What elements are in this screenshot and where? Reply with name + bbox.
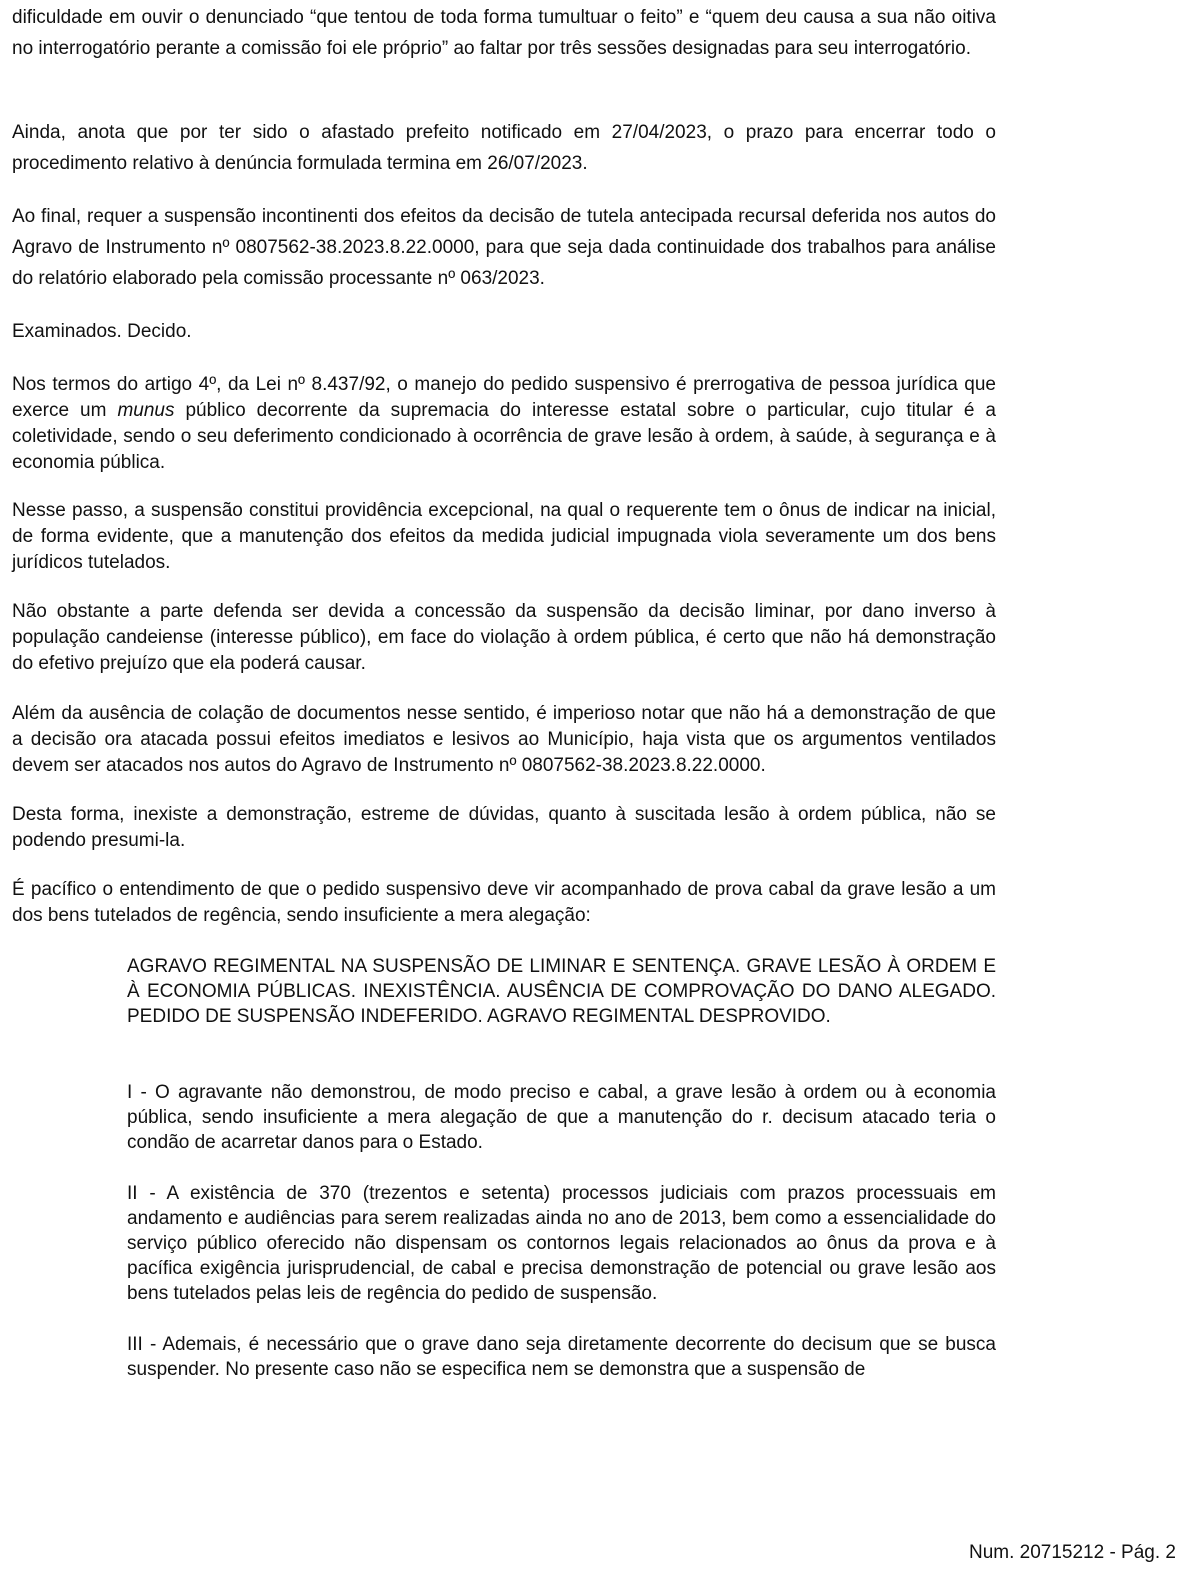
paragraph-lack-of-evidence: Além da ausência de colação de documentos nesse sentido, é imperioso notar que não há a demonstração de que a decisão ora atacada possui efeitos imediatos e lesivos ao Município, haja vista que os argumentos ventilados devem ser atacados nos autos do Agravo de Instrumento nº 0807562-38.2023.8.22.0000. bbox=[12, 703, 996, 776]
legal-basis-italic-term: munus bbox=[117, 400, 175, 421]
quote-item-iii: III - Ademais, é necessário que o grave dano seja diretamente decorrente do decisum que se busca suspender. No presente caso não se especifica nem se demonstra que a suspensão de bbox=[127, 1334, 996, 1380]
quote-item-i: I - O agravante não demonstrou, de modo preciso e cabal, a grave lesão à ordem ou à economia pública, sendo insuficiente a mera alegação de que a manutenção do r. decisum atacado teria o condão de acarretar danos para o Estado. bbox=[127, 1082, 996, 1153]
paragraph-request: Ao final, requer a suspensão incontinenti dos efeitos da decisão de tutela antecipada recursal deferida nos autos do Agravo de Instrumento nº 0807562-38.2023.8.22.0000, para que seja dada continuidade dos trabalhos para análise do relatório elaborado pela comissão processante nº 063/2023. bbox=[12, 206, 996, 289]
paragraph-deadline: Ainda, anota que por ter sido o afastado prefeito notificado em 27/04/2023, o prazo para encerrar todo o procedimento relativo à denúncia formulada termina em 26/07/2023. bbox=[12, 122, 996, 174]
legal-basis-text-before: Nos termos do artigo 4º, da Lei nº 8.437/92, o manejo do pedido suspensivo é prerrogativa de pessoa jurídica que exerce um bbox=[12, 374, 996, 421]
paragraph-interrogation: dificuldade em ouvir o denunciado “que tentou de toda forma tumultuar o feito” e “quem deu causa a sua não oitiva no interrogatório perante a comissão foi ele próprio” ao faltar por três sessões designadas para seu interrogatório. bbox=[12, 7, 996, 59]
page-footer: Num. 20715212 - Pág. 2 bbox=[968, 1542, 1176, 1563]
paragraph-public-order: Não obstante a parte defenda ser devida a concessão da suspensão da decisão liminar, por dano inverso à população candeiense (interesse público), em face do violação à ordem pública, é certo que não há demonstração do efetivo prejuízo que ela poderá causar. bbox=[12, 601, 996, 674]
quote-item-ii: II - A existência de 370 (trezentos e setenta) processos judiciais com prazos processuais em andamento e audiências para serem realizadas ainda no ano de 2013, bem como a essencialidade do serviço público oferecido não dispensam os contornos legais relacionados ao ônus da prova e à pacífica exigência jurisprudencial, de cabal e precisa demonstração de potencial ou grave lesão aos bens tutelados pelas leis de regência do pedido de suspensão. bbox=[127, 1183, 996, 1304]
quote-ementa: AGRAVO REGIMENTAL NA SUSPENSÃO DE LIMINAR E SENTENÇA. GRAVE LESÃO À ORDEM E À ECONOMIA PÚBLICAS. INEXISTÊNCIA. AUSÊNCIA DE COMPROVAÇÃO DO DANO ALEGADO. PEDIDO DE SUSPENSÃO INDEFERIDO. AGRAVO REGIMENTAL DESPROVIDO. bbox=[127, 956, 996, 1027]
paragraph-jurisprudence-intro: É pacífico o entendimento de que o pedido suspensivo deve vir acompanhado de prova cabal da grave lesão a um dos bens tutelados de regência, sendo insuficiente a mera alegação: bbox=[12, 879, 996, 926]
paragraph-conclusion: Desta forma, inexiste a demonstração, estreme de dúvidas, quanto à suscitada lesão à ordem pública, não se podendo presumi-la. bbox=[12, 804, 996, 851]
legal-basis-text-after: público decorrente da supremacia do interesse estatal sobre o particular, cujo titular é a coletividade, sendo o seu deferimento condicionado à ocorrência de grave lesão à ordem, à saúde, à segurança e à economia pública. bbox=[12, 400, 997, 473]
paragraph-decision-header: Examinados. Decido. bbox=[12, 321, 192, 342]
paragraph-legal-basis bbox=[12, 372, 996, 476]
paragraph-exceptional-measure: Nesse passo, a suspensão constitui providência excepcional, na qual o requerente tem o ônus de indicar na inicial, de forma evidente, que a manutenção dos efeitos da medida judicial impugnada viola severamente um dos bens jurídicos tutelados. bbox=[12, 500, 996, 573]
